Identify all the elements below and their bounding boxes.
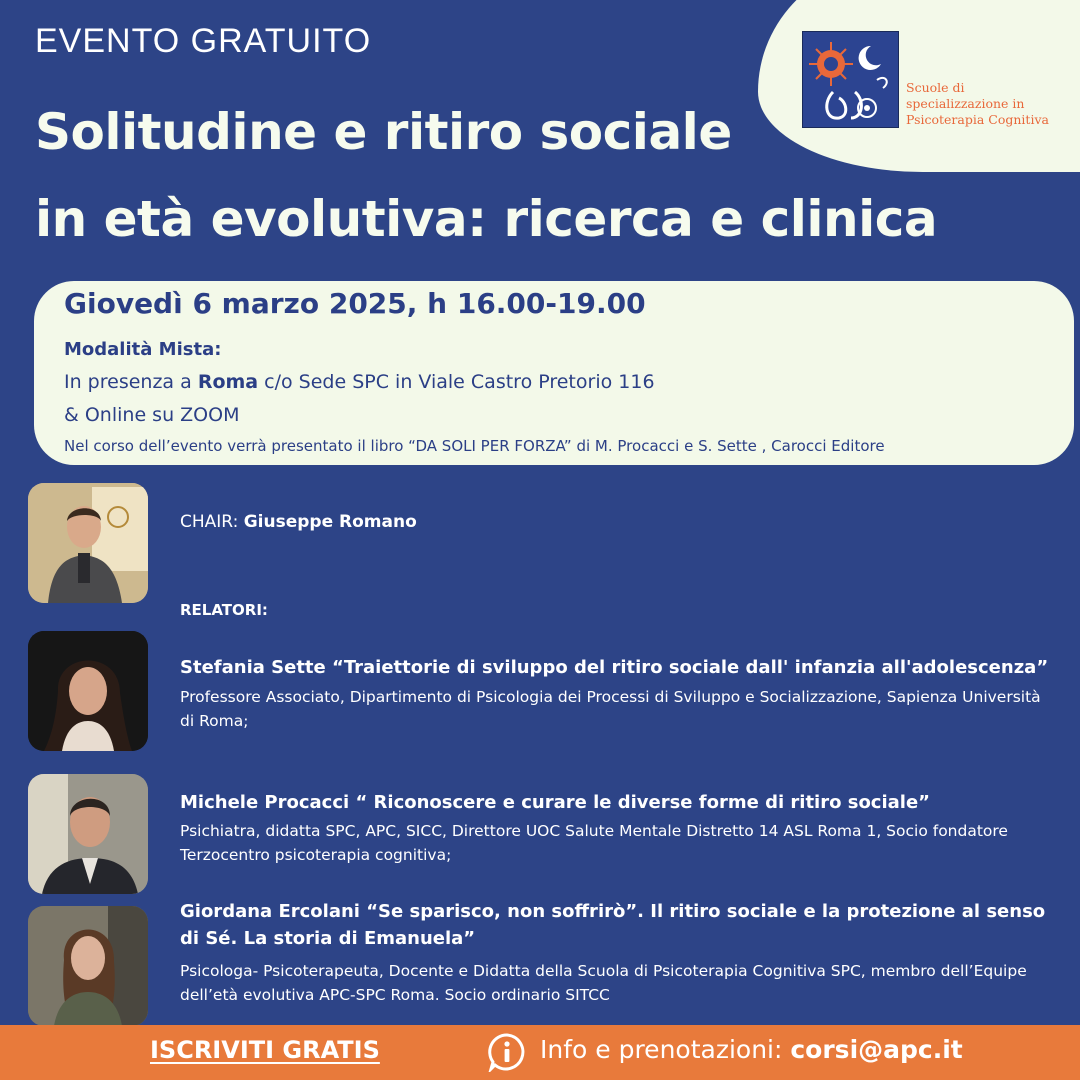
event-title-line-2: in età evolutiva: ricerca e clinica (35, 190, 938, 248)
speaker-1-description: Professore Associato, Dipartimento di Psicologia dei Processi di Sviluppo e Socializzazione, Sapienza Università di Roma; (180, 688, 1041, 730)
speaker-photo-ercolani (28, 906, 148, 1026)
contact-label: Info e prenotazioni: (540, 1035, 791, 1064)
speaker-3-description: Psicologa- Psicoterapeuta, Docente e Didatta della Scuola di Psicoterapia Cognitiva SPC, membro dell’Equipe dell’età evolutiva APC-SPC Roma. Socio ordinario SITCC (180, 962, 1027, 1004)
footer-bar (0, 1025, 1080, 1080)
venue-prefix: In presenza a (64, 371, 198, 393)
info-icon (487, 1032, 527, 1072)
chair-line (180, 512, 417, 532)
event-type-label: EVENTO GRATUITO (35, 22, 372, 60)
chair-label: CHAIR: (180, 512, 244, 532)
venue-address: c/o Sede SPC in Viale Castro Pretorio 116 (258, 371, 655, 393)
event-date: Giovedì 6 marzo 2025, h 16.00-19.00 (64, 287, 646, 320)
book-note: Nel corso dell’evento verrà presentato il libro “DA SOLI PER FORZA” di M. Procacci e S. Sette , Carocci Editore (64, 437, 885, 455)
speaker-photo-procacci (28, 774, 148, 894)
speaker-2-description: Psichiatra, didatta SPC, APC, SICC, Direttore UOC Salute Mentale Distretto 14 ASL Roma 1, Socio fondatore Terzocentro psicoterapia cognitiva; (180, 822, 1008, 864)
venue-line (64, 371, 655, 393)
contact-info (540, 1035, 963, 1064)
event-info-panel (34, 281, 1074, 465)
register-link[interactable]: ISCRIVITI GRATIS (150, 1036, 380, 1064)
chair-photo (28, 483, 148, 603)
chair-name: Giuseppe Romano (243, 512, 417, 532)
contact-email[interactable]: corsi@apc.it (790, 1035, 963, 1064)
logo-emblem (802, 31, 899, 128)
online-line: & Online su ZOOM (64, 404, 240, 426)
venue-city: Roma (197, 371, 259, 393)
speaker-1-title: Stefania Sette “Traiettorie di sviluppo del ritiro sociale dall' infanzia all'adolescenza” (180, 657, 1049, 678)
speaker-3-title: Giordana Ercolani “Se sparisco, non soffrirò”. Il ritiro sociale e la protezione al senso di Sé. La storia di Emanuela” (180, 901, 1046, 949)
event-title-line-1: Solitudine e ritiro sociale (35, 103, 732, 161)
speaker-2-title: Michele Procacci “ Riconoscere e curare le diverse forme di ritiro sociale” (180, 792, 931, 813)
logo-text: Scuole di specializzazione in Psicoterapia Cognitiva (906, 80, 1049, 127)
speaker-photo-sette (28, 631, 148, 751)
speakers-heading: RELATORI: (180, 601, 268, 619)
mode-label: Modalità Mista: (64, 339, 222, 360)
